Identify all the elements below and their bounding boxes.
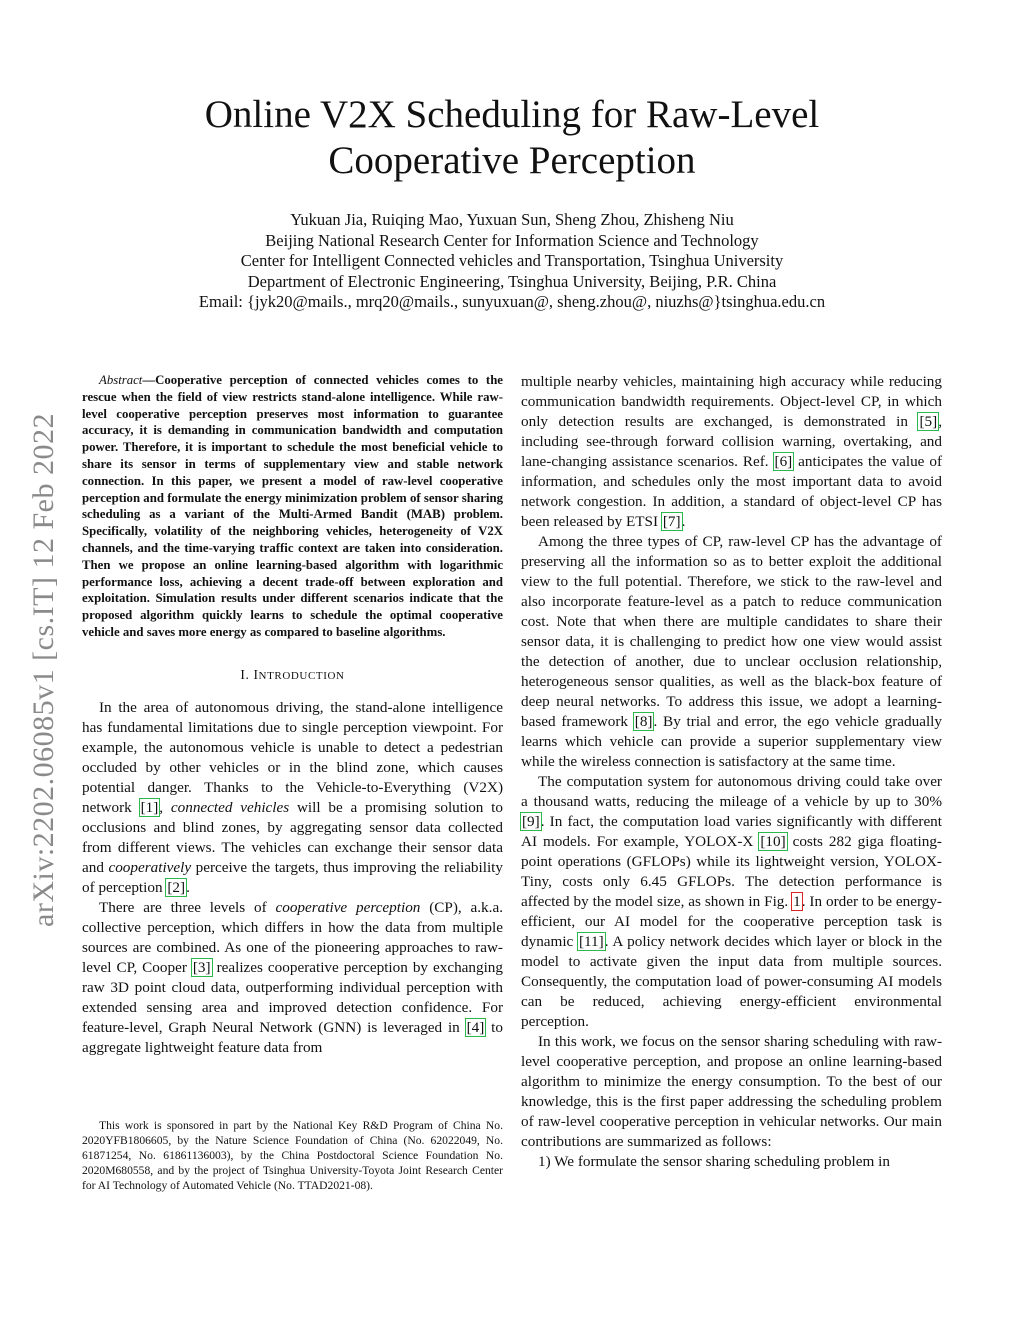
right-paragraph-2 <box>521 532 942 772</box>
text-run: . A policy network decides which layer or block in the model to activate given the input data from multiple sources. Consequently, the computation load of power-consuming AI models can be reduced, achieving energy-efficient environmental perception. <box>521 933 942 1030</box>
left-column <box>82 372 503 1058</box>
citation-link-1[interactable]: [1] <box>140 798 159 816</box>
text-run: perceive the targets, thus improving the reliability of perception <box>82 858 503 896</box>
text-run: (CP), a.k.a. collective perception, which differs in how the data from multiple sources are combined. As one of the pioneering approaches to raw-level CP, Cooper <box>82 898 503 976</box>
affiliation-3: Department of Electronic Engineering, Tsinghua University, Beijing, P.R. China <box>247 271 777 291</box>
section-title-initial: I <box>253 666 259 682</box>
citation-link-9[interactable]: [9] <box>522 813 540 830</box>
right-column <box>521 372 942 1172</box>
text-run: realizes cooperative perception by exchanging raw 3D point cloud data, outperforming individual perception with extended sensing area and improved detection confidence. For feature-level, Graph Neural Network (GNN) is leveraged in <box>82 958 503 1036</box>
text-run: . In fact, the computation load varies significantly with different AI models. For example, YOLOX-X <box>521 813 942 850</box>
emphasis: cooperative perception <box>275 898 421 916</box>
text-run: . In order to be energy-efficient, our AI model for the cooperative perception task is dynamic <box>521 893 942 950</box>
contribution-item-1: 1) We formulate the sensor sharing scheduling problem in <box>538 1153 890 1170</box>
footnote: This work is sponsored in part by the National Key R&D Program of China No. 2020YFB1806605, by the Nature Science Foundation of China (No. 62022049, No. 61871254, No. 61861136003), by the China Postdoctoral Science Foundation No. 2020M680558, and by the project of Tsinghua University-Toyota Joint Research Center for AI Technology of Automated Vehicle (No. TTAD2021-08). <box>82 1119 503 1192</box>
citation-link-10[interactable]: [10] <box>760 833 786 850</box>
citation-link-7[interactable]: [7] <box>662 513 681 530</box>
figure-ref-link-1[interactable]: 1 <box>793 893 801 910</box>
intro-paragraph-1 <box>82 698 503 898</box>
text-run: Among the three types of CP, raw-level CP has the advantage of preserving all the information so as to better exploit the additional view to the full potential. Therefore, we stick to the raw-level and also incorporate feature-level as a patch to reduce communication cost. Note that when there are multiple candidates to share their sensor data, it is challenging to predict how one view would assist the detection of another, due to unclear occlusion relationship, heterogeneous sensor qualities, as well as the black-box feature of deep neural networks. To address this issue, we adopt a learning-based framework <box>521 533 942 730</box>
emphasis: cooperatively <box>108 858 192 876</box>
text-run: , <box>159 798 171 816</box>
abstract-text: —Cooperative perception of connected vehicles comes to the rescue when the field of view restricts stand-alone intelligence. While raw-level cooperative perception preserves most information to guarantee accuracy, it is demanding in communication bandwidth and computation power. Therefore, it is important to schedule the most beneficial vehicle to share its sensor in terms of supplementary view and stable network connection. In this paper, we present a model of raw-level cooperative perception and formulate the energy minimization problem of sensor sharing scheduling as a variant of the Multi-Armed Bandit (MAB) problem. Specifically, volatility of the neighboring vehicles, heterogeneity of V2X channels, and the time-varying traffic context are taken into consideration. Then we propose an online learning-based algorithm with logarithmic performance loss, achieving a decent trade-off between exploration and exploitation. Simulation results under different scenarios indicate that the proposed algorithm quickly learns to schedule the optimal cooperative vehicle and saves more energy as compared to baseline algorithms. <box>82 373 503 639</box>
text-run: . <box>186 878 190 896</box>
section-number: I. <box>240 666 254 682</box>
section-title-rest: NTRODUCTION <box>258 669 345 682</box>
affiliation-1: Beijing National Research Center for Information Science and Technology <box>265 230 759 250</box>
affiliation-2: Center for Intelligent Connected vehicles and Transportation, Tsinghua University <box>240 251 784 270</box>
emphasis: connected vehicles <box>170 798 290 816</box>
title-line-1: Online V2X Scheduling for Raw-Level <box>204 93 820 136</box>
title-line-2: Cooperative Perception <box>328 139 696 182</box>
right-paragraph-1 <box>521 372 942 532</box>
right-paragraph-4: In this work, we focus on the sensor sharing scheduling with raw-level cooperative perception, and propose an online learning-based algorithm to minimize the energy consumption. To the best of our knowledge, this is the first paper addressing the scheduling problem of raw-level cooperative perception in vehicular networks. Our main contributions are summarized as follows: <box>521 1033 942 1150</box>
citation-link-3[interactable]: [3] <box>192 958 211 976</box>
text-run: will be a promising solution to occlusions and blind zones, by aggregating sensor data collected from different views. The vehicles can exchange their sensor data and <box>82 798 503 876</box>
arxiv-identifier: arXiv:2202.06085v1 [cs.IT] 12 Feb 2022 <box>27 413 60 927</box>
abstract <box>82 372 503 641</box>
paper-title <box>0 92 1024 184</box>
arxiv-sidebar <box>14 370 74 970</box>
author-names: Yukuan Jia, Ruiqing Mao, Yuxuan Sun, Sheng Zhou, Zhisheng Niu <box>290 210 734 229</box>
abstract-label: Abstract <box>99 373 143 387</box>
citation-link-2[interactable]: [2] <box>167 878 186 896</box>
citation-link-4[interactable]: [4] <box>466 1018 485 1036</box>
author-block <box>0 210 1024 313</box>
citation-link-5[interactable]: [5] <box>919 413 938 430</box>
text-run: . By trial and error, the ego vehicle gradually learns which vehicle can provide a superior supplementary view while the wireless connection is satisfactory at the same time. <box>521 713 942 770</box>
text-run: There are three levels of <box>99 898 276 916</box>
text-run: to aggregate lightweight feature data from <box>82 1018 503 1056</box>
text-run: anticipates the value of information, and schedules only the most important data to avoid network congestion. In addition, a standard of object-level CP has been released by ETSI <box>521 453 942 530</box>
text-run: . <box>681 513 686 530</box>
citation-link-6[interactable]: [6] <box>774 453 793 470</box>
text-run: The computation system for autonomous driving could take over a thousand watts, reducing the mileage of a vehicle by up to 30% <box>521 773 942 810</box>
text-run: In the area of autonomous driving, the stand-alone intelligence has fundamental limitations due to single perception viewpoint. For example, the autonomous vehicle is unable to detect a pedestrian occluded by other vehicles or in the blind zone, which causes potential danger. Thanks to the Vehicle-to-Everything (V2X) network <box>82 698 503 816</box>
section-heading-introduction <box>82 665 503 686</box>
citation-link-8[interactable]: [8] <box>634 713 653 730</box>
text-run: multiple nearby vehicles, maintaining high accuracy while reducing communication bandwidth requirements. Object-level CP, in which only detection results are exchanged, is demonstrated in <box>521 373 942 430</box>
email-line: Email: {jyk20@mails., mrq20@mails., sunyuxuan@, sheng.zhou@, niuzhs@}tsinghua.edu.cn <box>198 292 826 311</box>
text-run: costs 282 giga floating-point operations (GFLOPs) while its lightweight version, YOLOX-Tiny, costs only 6.45 GFLOPs. The detection performance is affected by the model size, as shown in Fig. <box>521 833 942 910</box>
text-run: , including see-through forward collision warning, overtaking, and lane-changing assistance scenarios. Ref. <box>521 413 942 470</box>
right-paragraph-3 <box>521 772 942 1032</box>
intro-paragraph-2 <box>82 898 503 1058</box>
citation-link-11[interactable]: [11] <box>578 933 604 950</box>
